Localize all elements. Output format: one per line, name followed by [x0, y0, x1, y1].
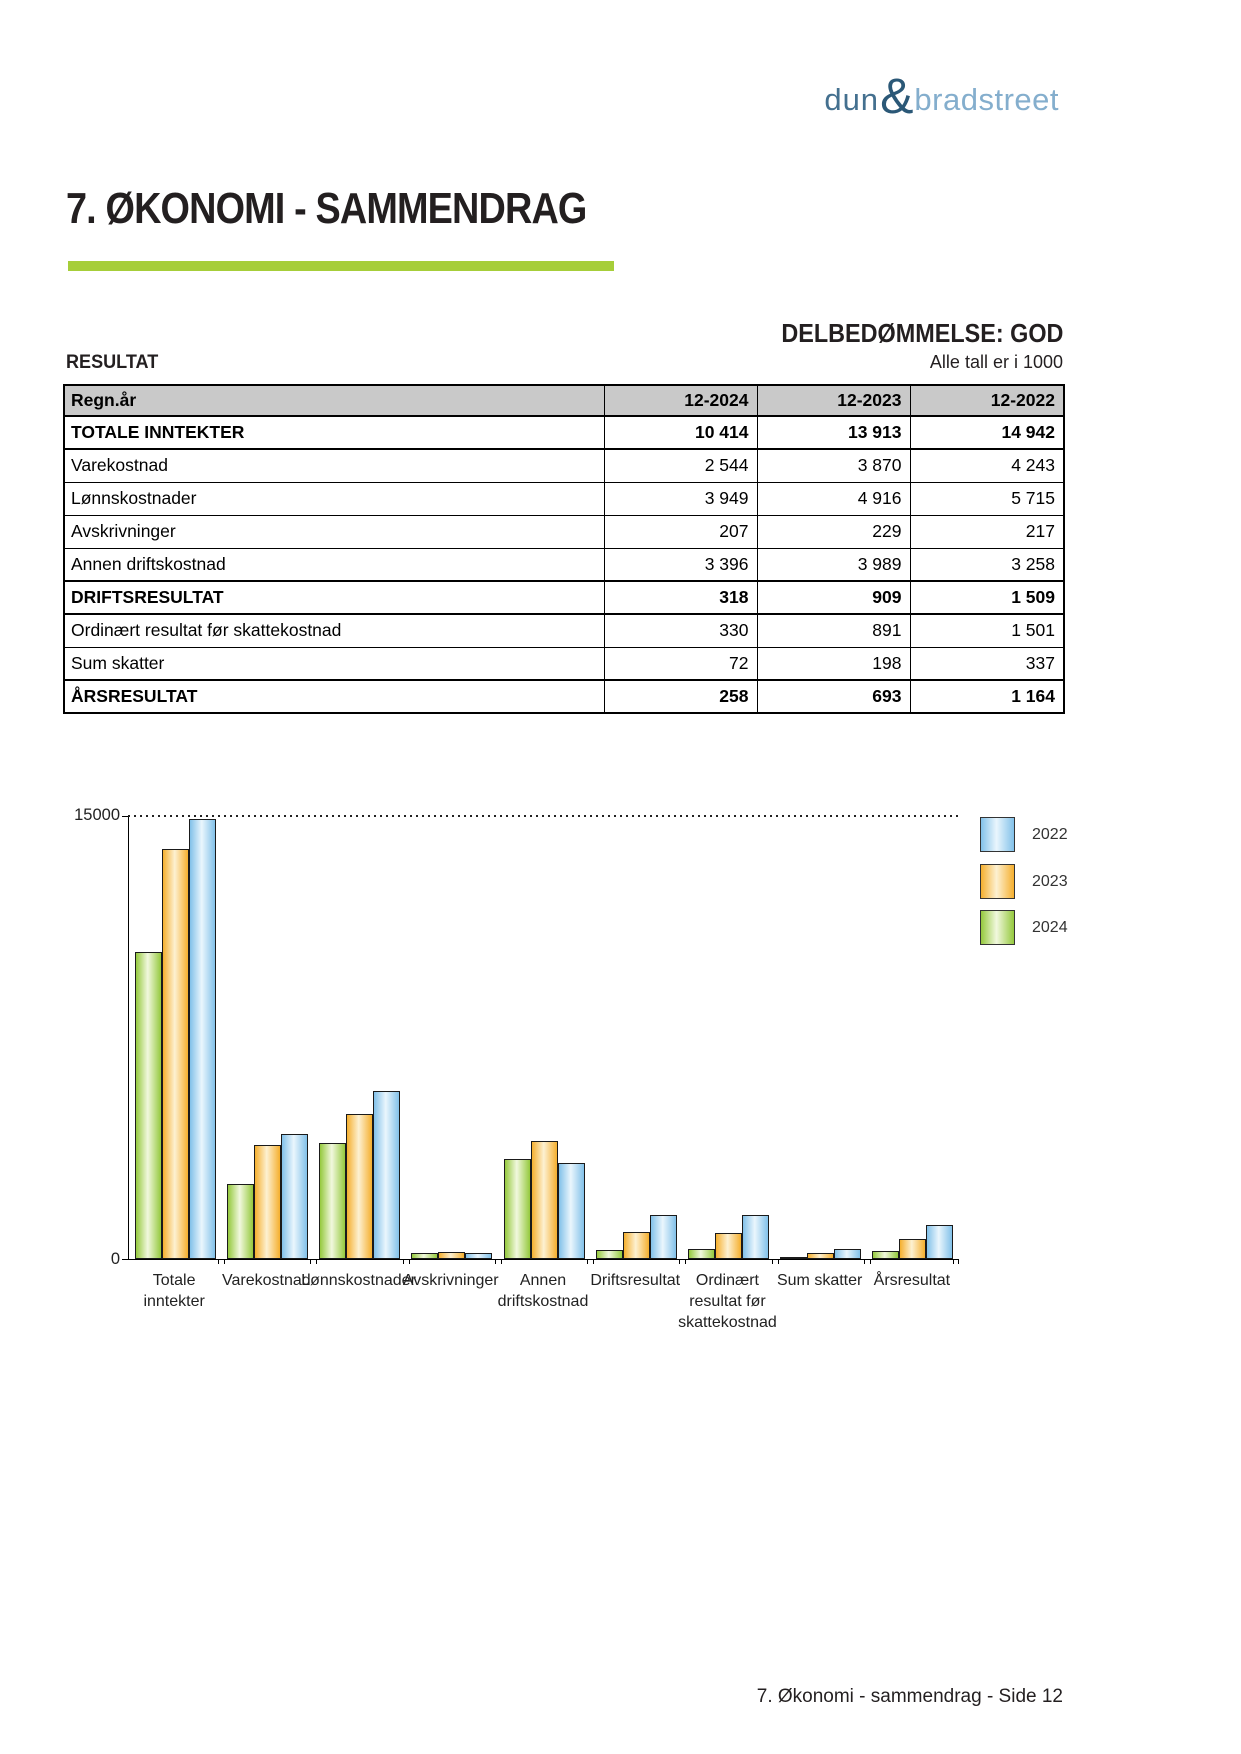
- bar-2023: [346, 1114, 373, 1259]
- gridline-15000: [128, 815, 958, 817]
- row-label: ÅRSRESULTAT: [64, 680, 604, 713]
- row-value: 3 396: [604, 548, 757, 581]
- row-value: 258: [604, 680, 757, 713]
- bar-group: [227, 816, 308, 1259]
- x-axis-tick: [593, 1259, 594, 1264]
- assessment-label: DELBEDØMMELSE: GOD: [780, 318, 1063, 348]
- bar-2023: [254, 1145, 281, 1259]
- x-axis-label: Varekostnad: [222, 1272, 311, 1289]
- dnb-logo: [824, 64, 1059, 122]
- row-value: 229: [757, 515, 910, 548]
- bar-group: [872, 816, 953, 1259]
- row-value: 198: [757, 647, 910, 680]
- x-axis-tick: [409, 1259, 410, 1264]
- row-value: 217: [910, 515, 1064, 548]
- row-label: Varekostnad: [64, 449, 604, 482]
- x-axis-tick: [403, 1259, 404, 1264]
- row-value: 1 509: [910, 581, 1064, 614]
- table-row: [64, 614, 1064, 647]
- page-title: 7. ØKONOMI - SAMMENDRAG: [66, 184, 587, 233]
- x-axis-tick: [685, 1259, 686, 1264]
- row-value: 2 544: [604, 449, 757, 482]
- x-axis-tick: [316, 1259, 317, 1264]
- legend-label-2024: 2024: [1032, 919, 1068, 936]
- bar-group: [135, 816, 216, 1259]
- x-axis-label: Sum skatter: [776, 1272, 863, 1289]
- legend-swatch-2024: [980, 910, 1015, 945]
- x-axis-label: Avskrivninger: [402, 1272, 499, 1289]
- bar-group: [411, 816, 492, 1259]
- col-header-regnar: Regn.år: [64, 385, 604, 416]
- row-value: 1 164: [910, 680, 1064, 713]
- x-axis-tick: [310, 1259, 311, 1264]
- table-row: [64, 449, 1064, 482]
- section-label-resultat: RESULTAT: [66, 352, 159, 373]
- bar-2023: [438, 1252, 465, 1259]
- logo-ampersand-icon: &: [880, 68, 914, 124]
- col-header-12-2022: 12-2022: [910, 385, 1064, 416]
- chart-plot-area: [128, 816, 958, 1260]
- y-axis-zero-label: 0: [110, 1250, 120, 1268]
- table-header-row: [64, 385, 1064, 416]
- bar-2024: [872, 1251, 899, 1259]
- row-value: 207: [604, 515, 757, 548]
- row-label: Annen driftskostnad: [64, 548, 604, 581]
- table-row: [64, 515, 1064, 548]
- title-underline: [68, 261, 614, 271]
- bar-2022: [281, 1134, 308, 1259]
- x-axis-tick: [218, 1259, 219, 1264]
- x-axis-tick: [953, 1259, 954, 1264]
- legend-swatch-2023: [980, 864, 1015, 899]
- table-row: [64, 482, 1064, 515]
- x-axis-tick: [501, 1259, 502, 1264]
- col-header-12-2023: 12-2023: [757, 385, 910, 416]
- bar-2024: [411, 1253, 438, 1259]
- row-value: 337: [910, 647, 1064, 680]
- table-row: [64, 680, 1064, 713]
- bar-2023: [531, 1141, 558, 1259]
- legend-label-2023: 2023: [1032, 872, 1068, 890]
- table-row: [64, 647, 1064, 680]
- row-label: DRIFTSRESULTAT: [64, 581, 604, 614]
- row-value: 3 870: [757, 449, 910, 482]
- row-value: 5 715: [910, 482, 1064, 515]
- legend-swatch-2022: [980, 817, 1015, 852]
- logo-text-dun: dun: [824, 82, 880, 117]
- x-axis-label: Lønnskostnader: [301, 1272, 416, 1289]
- bar-group: [504, 816, 585, 1259]
- bar-2024: [596, 1250, 623, 1259]
- chart-x-axis-labels: [128, 1270, 958, 1390]
- row-label: TOTALE INNTEKTER: [64, 416, 604, 449]
- bar-2024: [688, 1249, 715, 1259]
- bar-2022: [189, 819, 216, 1259]
- row-value: 3 949: [604, 482, 757, 515]
- bar-2022: [373, 1091, 400, 1259]
- x-axis-tick: [864, 1259, 865, 1264]
- x-axis-label: Årsresultat: [873, 1272, 951, 1289]
- bar-2022: [926, 1225, 953, 1259]
- row-value: 1 501: [910, 614, 1064, 647]
- bar-2022: [465, 1253, 492, 1259]
- bar-group: [688, 816, 769, 1259]
- page-footer: 7. Økonomi - sammendrag - Side 12: [756, 1686, 1063, 1707]
- bar-2022: [558, 1163, 585, 1259]
- bar-2024: [780, 1257, 807, 1259]
- table-row: [64, 548, 1064, 581]
- row-label: Sum skatter: [64, 647, 604, 680]
- table-row: [64, 581, 1064, 614]
- bar-2023: [715, 1233, 742, 1259]
- bar-2024: [227, 1184, 254, 1259]
- bar-2023: [807, 1253, 834, 1259]
- bar-2022: [834, 1249, 861, 1259]
- x-axis-tick: [495, 1259, 496, 1264]
- row-label: Lønnskostnader: [64, 482, 604, 515]
- bar-2023: [162, 849, 189, 1259]
- row-value: 891: [757, 614, 910, 647]
- x-axis-label: Ordinært resultat før skattekostnad: [678, 1272, 777, 1331]
- bar-2024: [319, 1143, 346, 1259]
- row-value: 330: [604, 614, 757, 647]
- x-axis-tick: [778, 1259, 779, 1264]
- row-value: 693: [757, 680, 910, 713]
- row-label: Avskrivninger: [64, 515, 604, 548]
- bar-group: [780, 816, 861, 1259]
- row-label: Ordinært resultat før skattekostnad: [64, 614, 604, 647]
- y-axis-tick: [122, 1259, 128, 1260]
- row-value: 3 258: [910, 548, 1064, 581]
- results-table: [63, 384, 1065, 714]
- row-value: 72: [604, 647, 757, 680]
- bar-2024: [504, 1159, 531, 1259]
- bar-2024: [135, 952, 162, 1259]
- x-axis-tick: [224, 1259, 225, 1264]
- row-value: 14 942: [910, 416, 1064, 449]
- logo-text-bradstreet: bradstreet: [914, 82, 1059, 117]
- row-value: 13 913: [757, 416, 910, 449]
- row-value: 318: [604, 581, 757, 614]
- legend-label-2022: 2022: [1032, 826, 1068, 843]
- row-value: 10 414: [604, 416, 757, 449]
- x-axis-tick: [587, 1259, 588, 1264]
- bar-2023: [899, 1239, 926, 1259]
- bar-2022: [650, 1215, 677, 1259]
- x-axis-tick: [679, 1259, 680, 1264]
- row-value: 909: [757, 581, 910, 614]
- bar-group: [319, 816, 400, 1259]
- bar-group: [596, 816, 677, 1259]
- x-axis-label: Totale inntekter: [143, 1272, 205, 1310]
- x-axis-tick: [870, 1259, 871, 1264]
- row-value: 4 916: [757, 482, 910, 515]
- row-value: 3 989: [757, 548, 910, 581]
- x-axis-tick: [772, 1259, 773, 1264]
- bar-2022: [742, 1215, 769, 1259]
- bar-2023: [623, 1232, 650, 1259]
- x-axis-label: Annen driftskostnad: [497, 1272, 589, 1310]
- y-axis-max-label: 15000: [74, 806, 120, 824]
- x-axis-tick: [958, 1259, 959, 1264]
- table-row: [64, 416, 1064, 449]
- row-value: 4 243: [910, 449, 1064, 482]
- col-header-12-2024: 12-2024: [604, 385, 757, 416]
- units-note: Alle tall er i 1000: [929, 352, 1063, 372]
- x-axis-label: Driftsresultat: [590, 1272, 681, 1289]
